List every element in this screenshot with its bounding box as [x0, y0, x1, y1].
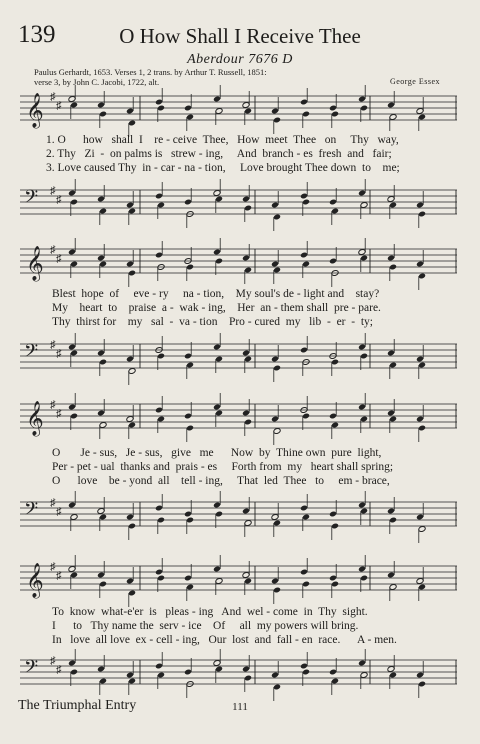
page-number: 111 [232, 701, 248, 713]
composer-credit: George Essex [389, 77, 440, 86]
credits-line-2: verse 3, by John C. Jacobi, 1722, alt. [34, 76, 160, 87]
svg-text:♯: ♯ [50, 185, 56, 197]
bass-staff-4 [20, 654, 457, 694]
verse-line: 3. Love caused Thy in - car - na - tion, Love brought Thee down to me; [46, 162, 400, 174]
svg-text:♯: ♯ [50, 399, 56, 411]
svg-text:♯: ♯ [50, 91, 56, 103]
treble-staff-4 [20, 560, 457, 600]
svg-text:♯: ♯ [50, 497, 56, 509]
svg-text:𝄢: 𝄢 [24, 498, 39, 523]
hymn-number: 139 [18, 21, 56, 48]
verse-line: 1. O how shall I re - ceive Thee, How meet Thee on Thy way, [46, 134, 399, 146]
svg-text:♯: ♯ [56, 100, 62, 112]
svg-text:♯: ♯ [56, 664, 62, 676]
treble-staff-2 [20, 243, 457, 283]
text-credits [34, 68, 364, 87]
verse-line: Per - pet - ual thanks and prais - es Forth from my heart shall spring; [52, 461, 394, 473]
verse-line: My heart to praise a - wak - ing, Her an - them shall pre - pare. [52, 302, 381, 314]
svg-text:♯: ♯ [50, 244, 56, 256]
svg-text:𝄞: 𝄞 [26, 247, 44, 280]
treble-staff-3 [20, 398, 457, 438]
credits-line-1: Paulus Gerhardt, 1653. Verses 1, 2 trans. by Arthur T. Russell, 1851: [34, 67, 267, 77]
svg-text:♯: ♯ [50, 339, 56, 351]
svg-text:𝄢: 𝄢 [24, 340, 39, 365]
verse-line: Thy thirst for my sal - va - tion Pro - cured my lib - er - ty; [52, 316, 373, 328]
svg-text:♯: ♯ [56, 348, 62, 360]
verse-line: Blest hope of eve - ry na - tion, My soul's de - light and stay? [52, 288, 380, 300]
svg-text:♯: ♯ [56, 570, 62, 582]
svg-text:♯: ♯ [56, 506, 62, 518]
verse-line: In love all love ex - cell - ing, Our lost and fall - en race. A - men. [52, 634, 397, 646]
tune-meter: Aberdour 7676 D [187, 52, 293, 67]
hymn-title: O How Shall I Receive Thee [119, 24, 361, 48]
svg-text:𝄞: 𝄞 [26, 402, 44, 435]
svg-text:𝄞: 𝄞 [26, 94, 44, 127]
verse-line: I to Thy name the serv - ice Of all my powers will bring. [52, 620, 359, 632]
treble-staff-1 [20, 90, 457, 130]
bass-staff-3 [20, 496, 457, 536]
svg-text:𝄢: 𝄢 [24, 186, 39, 211]
svg-text:♯: ♯ [50, 561, 56, 573]
svg-text:♯: ♯ [56, 253, 62, 265]
verse-line: 2. Thy Zi - on palms is strew - ing, And branch - es fresh and fair; [46, 148, 392, 160]
svg-text:𝄢: 𝄢 [24, 656, 39, 681]
svg-text:♯: ♯ [56, 408, 62, 420]
verse-line: To know what-e'er is pleas - ing And wel - come in Thy sight. [52, 606, 368, 618]
tune-name: The Triumphal Entry [18, 698, 137, 713]
svg-text:𝄞: 𝄞 [26, 564, 44, 597]
verse-line: O Je - sus, Je - sus, give me Now by Thine own pure light, [52, 447, 382, 459]
svg-text:♯: ♯ [50, 655, 56, 667]
svg-text:♯: ♯ [56, 194, 62, 206]
bass-staff-2 [20, 338, 457, 378]
bass-staff-1 [20, 184, 457, 224]
verse-line: O love be - yond all tell - ing, That led Thee to em - brace, [52, 475, 390, 487]
